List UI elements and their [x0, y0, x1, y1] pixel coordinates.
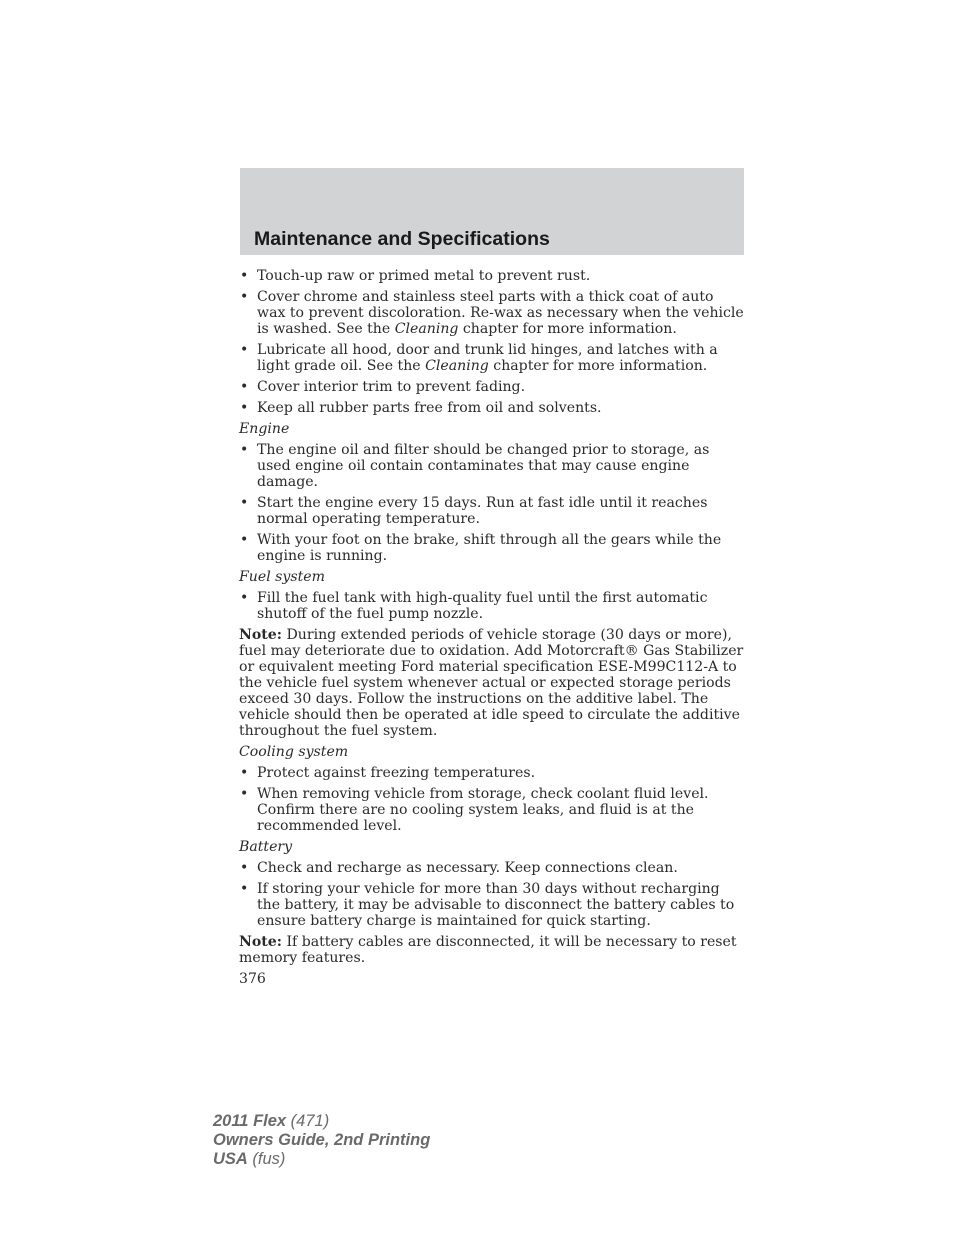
- bullet-icon: •: [240, 342, 249, 358]
- bullet-icon: •: [240, 495, 249, 511]
- bullet-icon: •: [240, 590, 249, 606]
- page-number: 376: [239, 971, 266, 987]
- battery-note: Note: If battery cables are disconnected, it will be necessary to reset memory features.: [239, 934, 737, 966]
- list-item: • Start the engine every 15 days. Run at fast idle until it reaches normal operating temperature.: [240, 495, 708, 527]
- bullet-icon: •: [240, 400, 249, 416]
- list-item: • With your foot on the brake, shift through all the gears while the engine is running.: [240, 532, 722, 564]
- section-heading-battery: Battery: [239, 839, 293, 855]
- list-item: • The engine oil and filter should be changed prior to storage, as used engine oil contain contaminates that may cause engine damage.: [240, 442, 710, 490]
- section-heading-fuel-system: Fuel system: [239, 569, 325, 585]
- note-label: Note:: [239, 627, 282, 643]
- cross-reference: Cleaning: [425, 358, 489, 374]
- bullet-icon: •: [240, 379, 249, 395]
- bullet-icon: •: [240, 268, 249, 284]
- footer-line-guide: Owners Guide, 2nd Printing: [213, 1131, 431, 1149]
- document-footer: [213, 1112, 430, 1169]
- bullet-icon: •: [240, 765, 249, 781]
- note-label: Note:: [239, 934, 282, 950]
- footer-line-model: 2011 Flex (471): [213, 1112, 330, 1130]
- chapter-header-band: [240, 168, 744, 255]
- list-item: • Cover interior trim to prevent fading.: [240, 379, 526, 395]
- bullet-icon: •: [240, 786, 249, 802]
- list-item: • Touch-up raw or primed metal to prevent rust.: [240, 268, 591, 284]
- bullet-icon: •: [240, 442, 249, 458]
- page-content: [239, 268, 744, 987]
- list-item: • Protect against freezing temperatures.: [240, 765, 536, 781]
- bullet-icon: •: [240, 289, 249, 305]
- bullet-icon: •: [240, 532, 249, 548]
- list-item: • Lubricate all hood, door and trunk lid hinges, and latches with a light grade oil. See the Cleaning chapter for more information.: [240, 342, 718, 374]
- section-heading-cooling-system: Cooling system: [239, 744, 349, 760]
- bullet-icon: •: [240, 860, 249, 876]
- list-item: • Fill the fuel tank with high-quality fuel until the first automatic shutoff of the fuel pump nozzle.: [240, 590, 708, 622]
- bullet-icon: •: [240, 881, 249, 897]
- chapter-title: Maintenance and Specifications: [254, 228, 550, 250]
- fuel-note: Note: During extended periods of vehicle storage (30 days or more), fuel may deteriorate due to oxidation. Add Motorcraft® Gas Stabilizer or equivalent meeting Ford material specification ESE-M99C112-A to the vehicle fuel system whenever actual or expected storage periods exceed 30 days. Follow the instructions on the additive label. The vehicle should then be operated at idle speed to circulate the additive throughout the fuel system.: [239, 627, 744, 739]
- list-item: • When removing vehicle from storage, check coolant fluid level. Confirm there are no cooling system leaks, and fluid is at the recommended level.: [240, 786, 709, 834]
- section-heading-engine: Engine: [239, 421, 290, 437]
- list-item: • If storing your vehicle for more than 30 days without recharging the battery, it may be advisable to disconnect the battery cables to ensure battery charge is maintained for quick starting.: [240, 881, 735, 929]
- list-item: • Check and recharge as necessary. Keep connections clean.: [240, 860, 678, 876]
- list-item: • Keep all rubber parts free from oil and solvents.: [240, 400, 602, 416]
- footer-line-market: USA (fus): [213, 1150, 286, 1168]
- list-item: • Cover chrome and stainless steel parts with a thick coat of auto wax to prevent discoloration. Re-wax as necessary when the vehicle is washed. See the Cleaning chapter for more information.: [240, 289, 744, 337]
- cross-reference: Cleaning: [394, 321, 459, 337]
